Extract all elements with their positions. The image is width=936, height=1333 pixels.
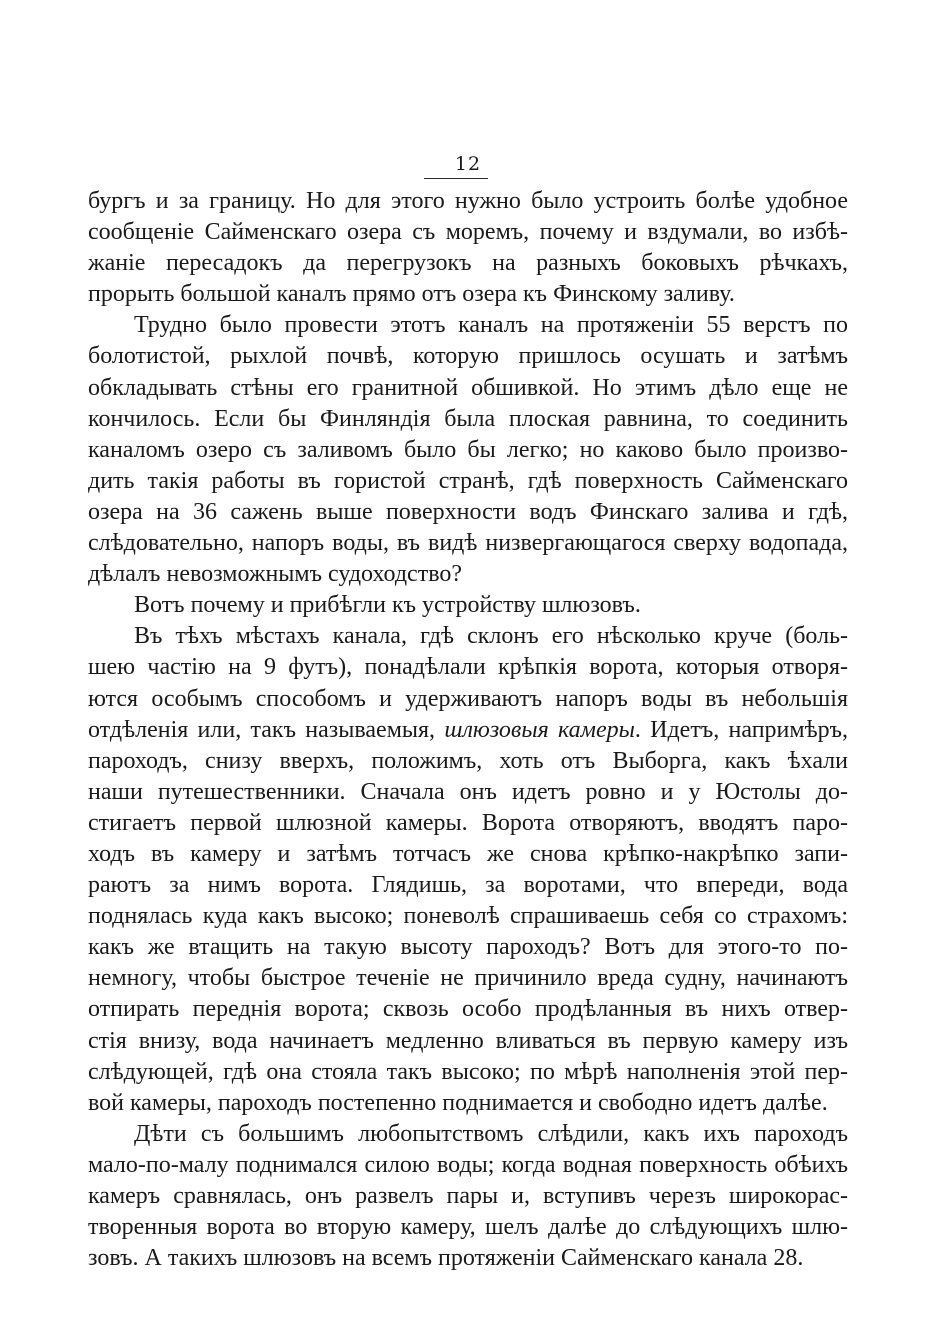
text-line: творенныя ворота во вторую камеру, шелъ далѣе до слѣдующихъ шлю- [88, 1214, 848, 1241]
text-line: слѣдовательно, напоръ воды, въ видѣ низвергающагося сверху водопада, [88, 530, 848, 557]
paragraph-4 [88, 621, 848, 1119]
text-line: каналомъ озеро съ заливомъ было бы легко; но каково было произво- [88, 436, 848, 463]
text-line: озера на 36 сажень выше поверхности водъ Финскаго залива и гдѣ, [88, 498, 848, 525]
paragraph-1 [88, 186, 848, 310]
text-line: пароходъ, снизу вверхъ, положимъ, хоть отъ Выборга, какъ ѣхали [88, 747, 848, 774]
paragraph-5 [88, 1119, 848, 1274]
text-segment: отдѣленiя или, такъ называемыя, [88, 716, 445, 743]
page-number: 12 [454, 153, 482, 175]
text-line: Въ тѣхъ мѣстахъ канала, гдѣ склонъ его нѣсколько круче (боль- [134, 623, 848, 650]
text-line: отпирать переднiя ворота; сквозь особо продѣланныя въ нихъ отвер- [88, 996, 848, 1023]
text-line: Дѣти съ большимъ любопытствомъ слѣдили, какъ ихъ пароходъ [134, 1120, 848, 1147]
paragraph-2 [88, 310, 848, 590]
page-number-rule [424, 178, 488, 179]
text-segment: . Идетъ, напримѣръ, [634, 716, 849, 743]
text-line: слѣдующей, гдѣ она стояла такъ высоко; по мѣрѣ наполненiя этой пер- [88, 1058, 848, 1085]
text-line: раютъ за нимъ ворота. Глядишь, за воротами, что впереди, вода [88, 872, 848, 899]
text-line: болотистой, рыхлой почвѣ, которую пришлось осушать и затѣмъ [88, 343, 848, 370]
text-line: прорыть большой каналъ прямо отъ озера къ Финскому заливу. [88, 281, 735, 308]
text-line: камеръ сравнялась, онъ развелъ пары и, вступивъ черезъ широкорас- [88, 1183, 848, 1209]
text-line: наши путешественники. Сначала онъ идетъ ровно и у Юстолы до- [88, 778, 848, 805]
text-line: бургъ и за границу. Но для этого нужно было устроить болѣе удобное [88, 188, 848, 214]
text-line: мало-по-малу поднимался силою воды; когда водная поверхность обѣихъ [88, 1151, 848, 1178]
text-line: стигаетъ первой шлюзной камеры. Ворота отворяютъ, вводятъ паро- [88, 809, 848, 836]
text-line: ходъ въ камеру и затѣмъ тотчасъ же снова крѣпко-накрѣпко запи- [88, 840, 848, 867]
text-line: шею частiю на 9 футъ), понадѣлали крѣпкiя ворота, которыя отворя- [88, 654, 848, 681]
text-line: дить такiя работы въ гористой странѣ, гдѣ поверхность Сайменскаго [88, 467, 848, 494]
page-text [88, 186, 848, 1274]
text-line: вой камеры, пароходъ постепенно поднимается и свободно идетъ далѣе. [88, 1089, 828, 1116]
text-line: кончилось. Если бы Финляндiя была плоская равнина, то соединить [88, 405, 848, 432]
text-line: дѣлалъ невозможнымъ судоходство? [88, 561, 463, 588]
text-line: поднялась куда какъ высоко; поневолѣ спрашиваешь себя со страхомъ: [88, 903, 848, 930]
text-line: немногу, чтобы быстрое теченiе не причинило вреда судну, начинаютъ [88, 965, 848, 992]
text-line: стiя внизу, вода начинаетъ медленно вливаться въ первую камеру изъ [88, 1027, 848, 1054]
text-line: сообщенiе Сайменскаго озера съ моремъ, почему и вздумали, во избѣ- [88, 219, 848, 246]
text-line: какъ же втащить на такую высоту пароходъ? Вотъ для этого-то по- [88, 934, 848, 961]
text-line: жанiе пересадокъ да перегрузокъ на разныхъ боковыхъ рѣчкахъ, [88, 250, 848, 277]
text-line: обкладывать стѣны его гранитной обшивкой. Но этимъ дѣло еще не [88, 374, 848, 401]
text-line: зовъ. А такихъ шлюзовъ на всемъ протяженiи Сайменскаго канала 28. [88, 1245, 804, 1272]
paragraph-3 [88, 590, 848, 621]
text-line: Вотъ почему и прибѣгли къ устройству шлюзовъ. [134, 592, 641, 619]
text-line: Трудно было провести этотъ каналъ на протяженiи 55 верстъ по [134, 312, 848, 339]
italic-term: шлюзовыя камеры [444, 716, 635, 743]
text-line-with-italic [88, 715, 848, 746]
text-line: ются особымъ способомъ и удерживаютъ напоръ воды въ небольшiя [88, 685, 848, 712]
